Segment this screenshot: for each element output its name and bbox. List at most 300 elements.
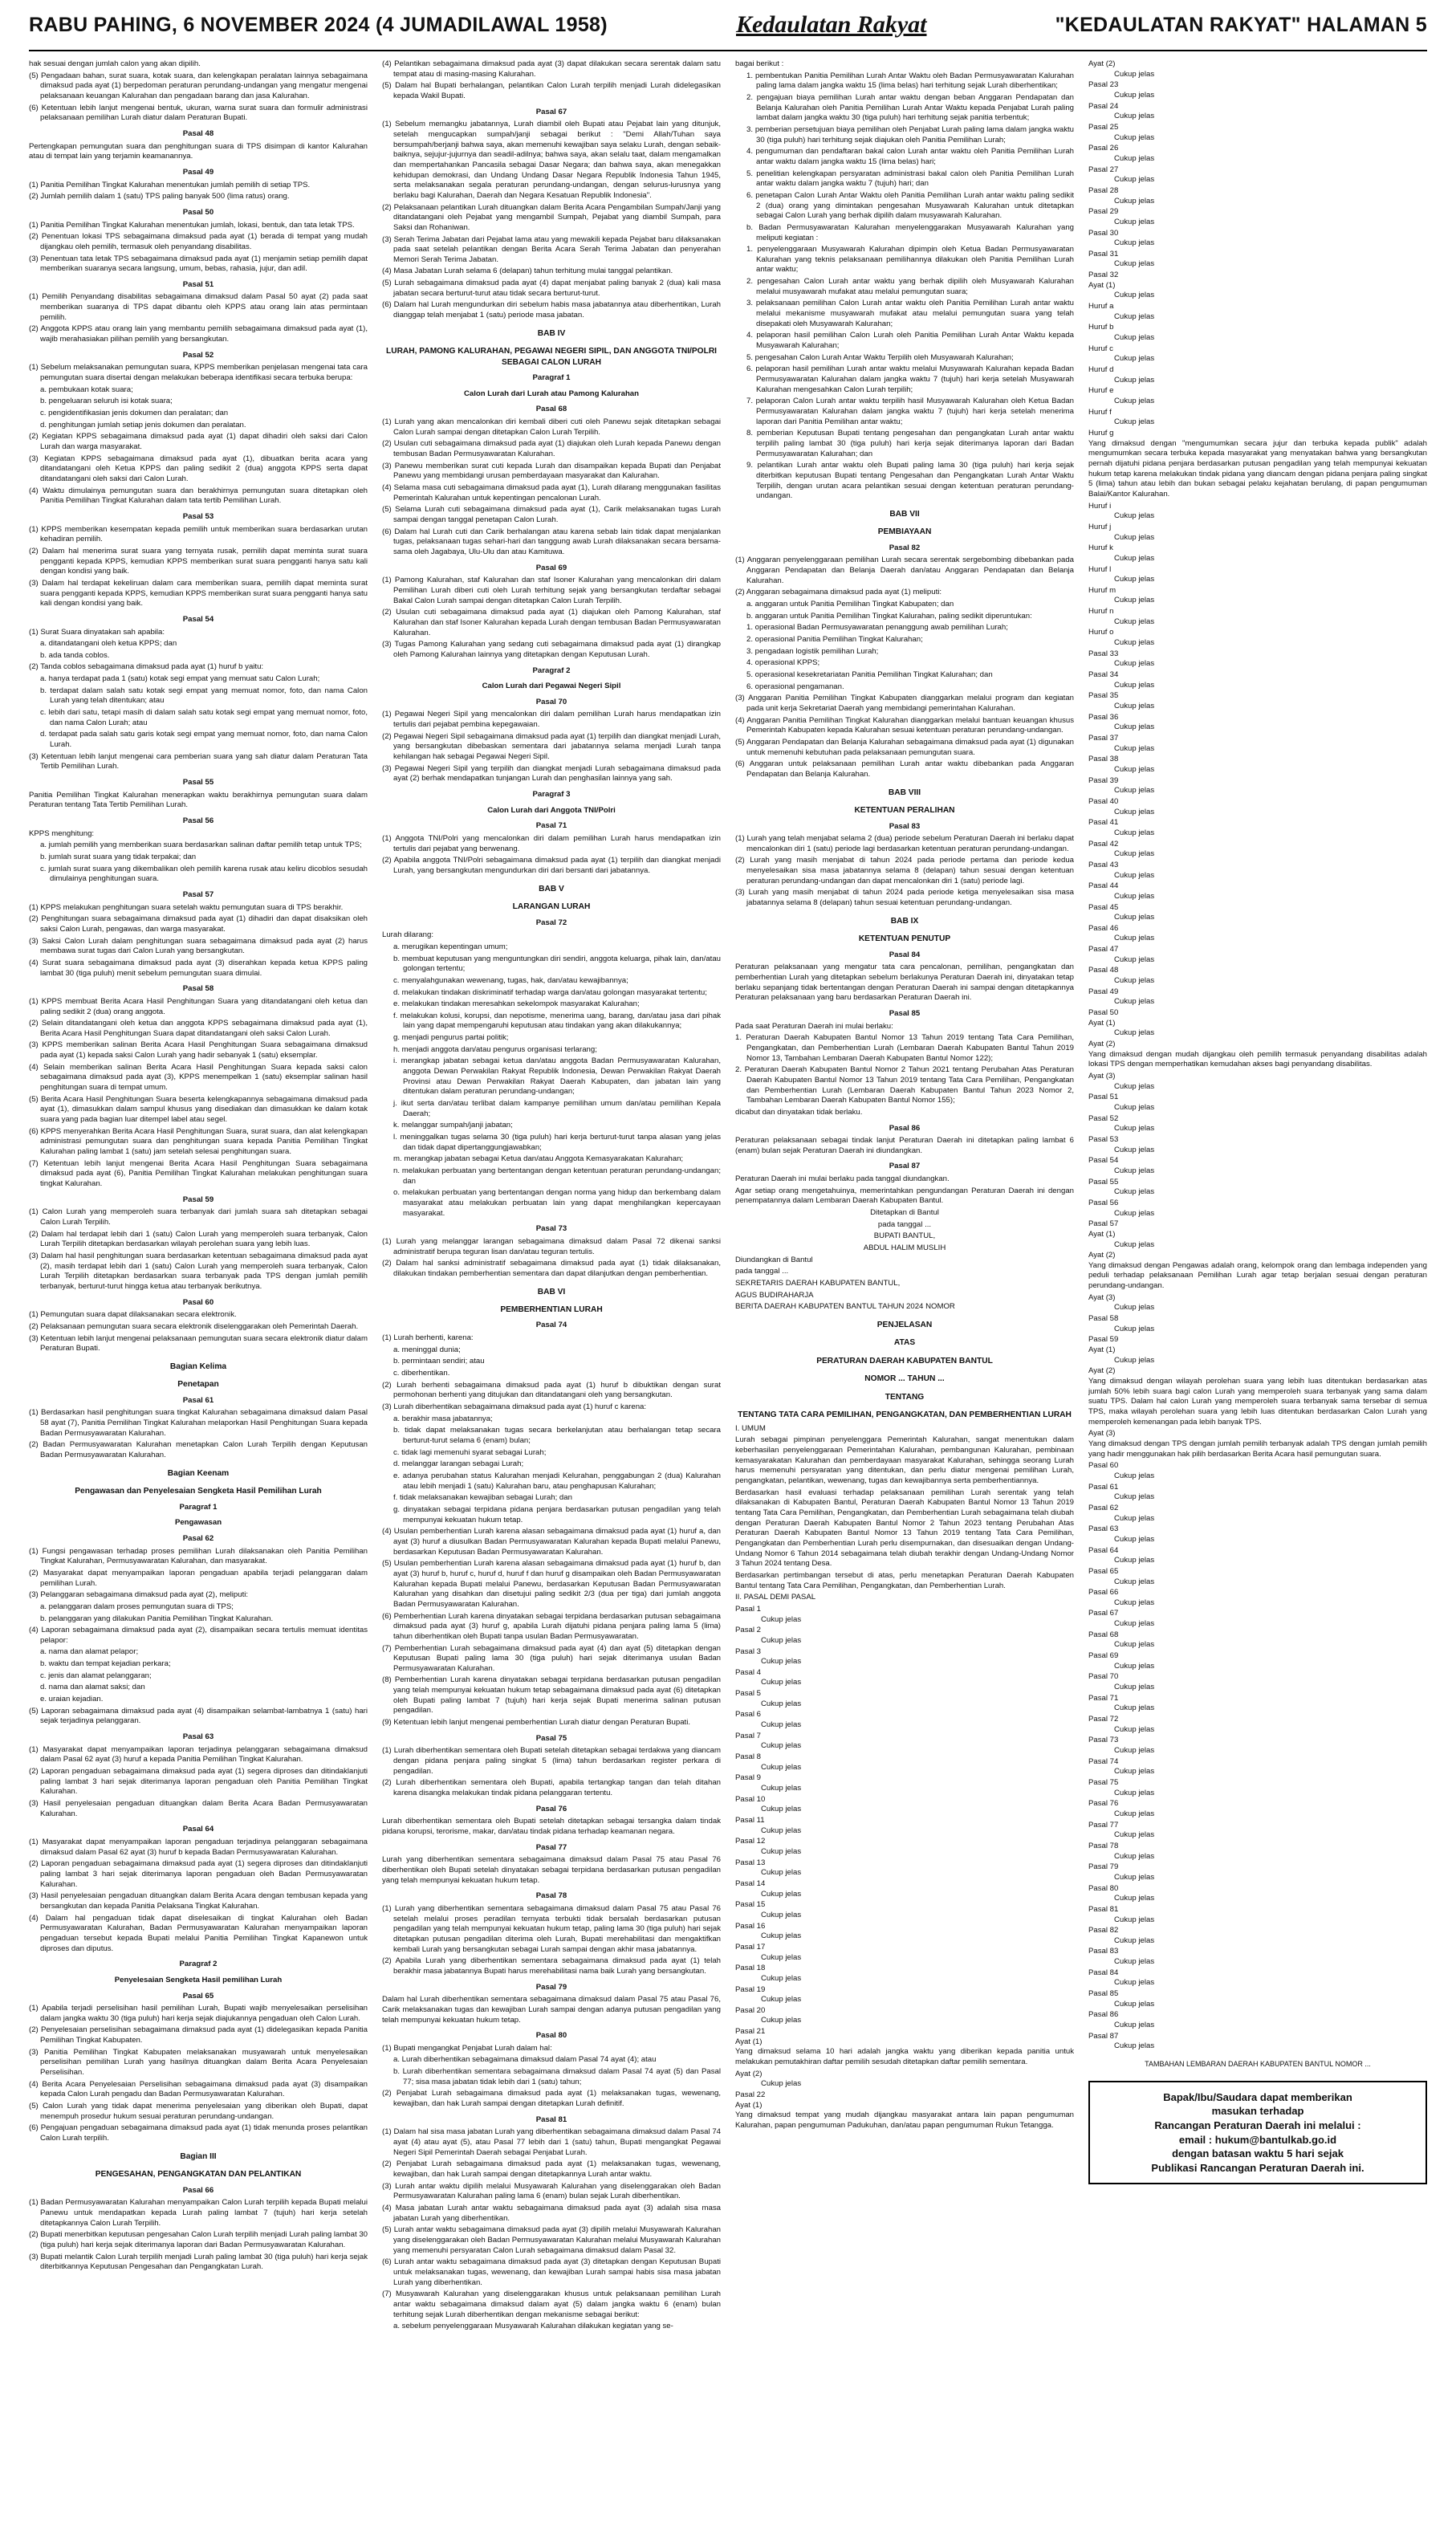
column4-ayat-136: Pasal 68 bbox=[1088, 1630, 1119, 1639]
column1-list-10: (2) Penentuan lokasi TPS sebagaimana dimaksud pada ayat (1) berada di tempat yang mudah dijangkau oleh pemilih, termasuk oleh penyandang disabilitas. bbox=[29, 232, 368, 251]
column1-list-77: (2) Masyarakat dapat menyampaikan laporan pengaduan apabila terjadi pelanggaran dalam pemilihan Lurah. bbox=[29, 1568, 368, 1588]
column1-list-100: (1) Apabila terjadi perselisihan hasil pemilihan Lurah, Bupati wajib menyelesaikan perselisihan dalam jangka waktu 30 (tiga puluh) hari kerja sejak diajukannya pengaduan oleh Calon Lurah. bbox=[29, 2004, 368, 2023]
column4-note-169: Cukup jelas bbox=[1114, 1978, 1155, 1988]
column3-note-87: Cukup jelas bbox=[761, 1741, 802, 1751]
column3-bab-66: NOMOR ... TAHUN ... bbox=[864, 1374, 945, 1384]
column3-ttd-56: BUPATI BANTUL, bbox=[873, 1231, 936, 1241]
column4-ayat-85: Pasal 50 bbox=[1088, 1008, 1119, 1018]
column3-text-72: Berdasarkan pertimbangan tersebut di atas, perlu menetapkan Peraturan Daerah Kabupaten Bantul tentang Tata Cara Pemilihan, Pengangkatan, dan Pemberhentian Lurah. bbox=[735, 1570, 1074, 1590]
column1-list-63: (1) Pemungutan suara dapat dilaksanakan secara elektronik. bbox=[29, 1310, 237, 1320]
column3-ayat-115: Ayat (1) bbox=[735, 2037, 763, 2046]
column2-pasal-12: Calon Lurah dari Lurah atau Pamong Kalurahan bbox=[463, 389, 640, 398]
column2-pasal-2: Pasal 67 bbox=[535, 107, 567, 116]
column3-ayat-92: Pasal 10 bbox=[735, 1794, 766, 1804]
column1-list-1: (5) Pengadaan bahan, surat suara, kotak suara, dan kelengkapan peralatan lainnya sebagaimana dimaksud pada ayat (1) berpedoman peraturan perundang-undangan yang mengatur mengenai pelaksanaan keuangan Kalurahan dan pengadaan barang dan jasa Kalurahan. bbox=[29, 71, 368, 100]
column4-ayat-69: Pasal 42 bbox=[1088, 839, 1119, 849]
masthead bbox=[29, 0, 1427, 51]
column2-sub-47: i. merangkap jabatan sebagai ketua dan/atau anggota Badan Permusyawaratan Kalurahan, anggota Dewan Perwakilan Rakyat Republik Indonesia, Dewan Perwakilan Rakyat Daerah Provinsi atau Dewan Perwakilan Rakyat Daerah Kabupaten, dan jabatan lain yang ditentukan dalam peraturan perundang-undangan; bbox=[393, 1056, 721, 1097]
column3-bab-63: PENJELASAN bbox=[876, 1321, 933, 1329]
column4-note-135: Cukup jelas bbox=[1114, 1619, 1155, 1629]
column1-list-104: (5) Calon Lurah yang tidak dapat menerima penyelesaian yang diberikan oleh Bupati, dapat menempuh prosedur hukum sesuai peraturan perundang-undangan. bbox=[29, 2102, 368, 2121]
column4-note-17: Cukup jelas bbox=[1114, 238, 1155, 248]
column2-sub-94: b. Lurah diberhentikan sementara sebagaimana dimaksud dalam Pasal 74 ayat (5) dan Pasal 77; sisa masa jabatan tidak lebih dari 1 (satu) tahun; bbox=[393, 2067, 721, 2086]
column4-ayat-109: Ayat (3) bbox=[1088, 1292, 1116, 1302]
column3-sub-4: 4. pengumuman dan pendaftaran bakal calon Lurah antar waktu oleh Panitia Pemilihan Lurah antar waktu dalam jangka waktu 15 (lima belas) hari; bbox=[746, 147, 1074, 166]
column2-sub-61: a. meninggal dunia; bbox=[393, 1345, 461, 1354]
column3-note-93: Cukup jelas bbox=[761, 1805, 802, 1814]
column4-ayat-105: Ayat (1) bbox=[1088, 1229, 1116, 1239]
column3-note-111: Cukup jelas bbox=[761, 1995, 802, 2005]
column3-bab-34: BAB VIII bbox=[888, 788, 921, 797]
column4-note-5: Cukup jelas bbox=[1114, 112, 1155, 121]
column3-bab-40: BAB IX bbox=[890, 916, 919, 926]
column2-list-100: (4) Masa jabatan Lurah antar waktu sebagaimana dimaksud pada ayat (3) adalah sisa masa jabatan Lurah yang diberhentikan. bbox=[382, 2204, 721, 2223]
column4-note-97: Cukup jelas bbox=[1114, 1145, 1155, 1154]
column4-ayat-23: Huruf a bbox=[1088, 302, 1114, 311]
column3-ayat-78: Pasal 3 bbox=[735, 1646, 761, 1656]
column4-note-125: Cukup jelas bbox=[1114, 1513, 1155, 1523]
column1-list-95: (3) Hasil penyelesaian pengaduan dituangkan dalam Berita Acara dengan tembusan kepada yang bersangkutan dan kepada Panitia Pelaksana Tingkat Kalurahan. bbox=[29, 1891, 368, 1911]
column3-note-81: Cukup jelas bbox=[761, 1678, 802, 1687]
column3-note-77: Cukup jelas bbox=[761, 1635, 802, 1645]
column4-note-34: Cukup jelas bbox=[1114, 417, 1155, 427]
column4-ayat-49: Huruf o bbox=[1088, 628, 1114, 637]
issue-date: RABU PAHING, 6 NOVEMBER 2024 (4 JUMADILAWAL 1958) bbox=[29, 13, 608, 36]
column2-sub-41: c. menyalahgunakan wewenang, tugas, hak, dan/atau kewajibannya; bbox=[393, 975, 628, 985]
column4-note-74: Cukup jelas bbox=[1114, 891, 1155, 901]
column4-ayat-81: Pasal 48 bbox=[1088, 966, 1119, 975]
column3-bab-35: KETENTUAN PERALIHAN bbox=[854, 806, 955, 816]
column2-sub-53: o. melakukan perbuatan yang bertentangan dengan norma yang hidup dan berkembang dalam masyarakat atau melakukan perbuatan lain yang dapat menghilangkan kepercayaan masyarakat. bbox=[393, 1188, 721, 1218]
column4-note-28: Cukup jelas bbox=[1114, 354, 1155, 364]
column4-ayat-6: Pasal 25 bbox=[1088, 122, 1119, 132]
column3-ayat-74: Pasal 1 bbox=[735, 1604, 761, 1614]
column4-ayat-162: Pasal 81 bbox=[1088, 1904, 1119, 1914]
column2-sub-40: b. membuat keputusan yang menguntungkan diri sendiri, anggota keluarga, pihak lain, dan/atau golongan tertentu; bbox=[393, 954, 721, 974]
column2-list-4: (2) Pelaksanaan pelantikan Lurah dituangkan dalam Berita Acara Pengambilan Sumpah/Janji yang ditandatangani oleh Pejabat yang mengambil Sumpah, Pejabat yang diambil Sumpah, para Saksi dan Rohaniwan. bbox=[382, 202, 721, 232]
column2-pasal-20: Pasal 69 bbox=[535, 563, 567, 572]
public-input-notice bbox=[1088, 2081, 1427, 2184]
column3-sub-10: 3. pelaksanaan pemilihan Calon Lurah antar waktu oleh Panitia Pemilihan Lurah antar waktu melalui mekanisme musyawarah mufakat atau melalui pemungutan suara yang telah disepakati oleh Musyawarah Kalurahan; bbox=[746, 299, 1074, 328]
column2-sub-50: l. meninggalkan tugas selama 30 (tiga puluh) hari kerja berturut-turut tanpa alasan yang jelas dan tidak dapat dipertanggungjawabkan; bbox=[393, 1133, 721, 1152]
column4-note-78: Cukup jelas bbox=[1114, 934, 1155, 943]
column3-sub-3: 3. pemberian persetujuan biaya pemilihan oleh Penjabat Lurah paling lama dalam jangka waktu 30 (tiga puluh) hari terhitung sejak diajukan oleh Panitia Pemilihan Lurah; bbox=[746, 124, 1074, 144]
column4-ayat-111: Pasal 58 bbox=[1088, 1314, 1119, 1324]
column3-text-48: dicabut dan dinyatakan tidak berlaku. bbox=[735, 1107, 863, 1117]
column2-list-55: (1) Lurah yang melanggar larangan sebagaimana dimaksud dalam Pasal 72 dikenai sanksi administratif berupa teguran lisan dan/atau teguran tertulis. bbox=[382, 1236, 721, 1256]
column1-list-81: (4) Laporan sebagaimana dimaksud pada ayat (2), disampaikan secara tertulis memuat identitas pelapor: bbox=[29, 1626, 368, 1645]
column3-sub-8: 1. penyelenggaraan Musyawarah Kalurahan dipimpin oleh Ketua Badan Permusyawaratan Kalurahan yang teknis pelaksanaan pemilihannya dilakukan oleh Panitia Pemilihan Lurah antar waktu; bbox=[746, 245, 1074, 275]
column3-ayat-120: Ayat (1) bbox=[735, 2100, 763, 2110]
column4-note-95: Cukup jelas bbox=[1114, 1124, 1155, 1134]
column4-ayat-168: Pasal 84 bbox=[1088, 1968, 1119, 1977]
column4-ayat-86: Ayat (1) bbox=[1088, 1018, 1116, 1028]
column3-ayat-119: Pasal 22 bbox=[735, 2090, 766, 2100]
column2-bab-58: PEMBERHENTIAN LURAH bbox=[500, 1305, 603, 1315]
column3-ayat-82: Pasal 5 bbox=[735, 1689, 761, 1699]
column4-ayat-21: Ayat (1) bbox=[1088, 280, 1116, 290]
column4-note-153: Cukup jelas bbox=[1114, 1809, 1155, 1818]
column1-sub-17: a. pembukaan kotak suara; bbox=[40, 385, 133, 394]
column1-pasal-58: Pasal 59 bbox=[182, 1195, 214, 1204]
column1-list-103: (4) Berita Acara Penyelesaian Perselisihan sebagaimana dimaksud pada ayat (3) disampaikan kepada Calon Lurah pengadu dan Badan Permusyawaratan Kalurahan. bbox=[29, 2079, 368, 2099]
column1-list-48: (3) Saksi Calon Lurah dalam penghitungan suara sebagaimana dimaksud pada ayat (2) harus membawa surat tugas dari Calon Lurah yang bersangkutan. bbox=[29, 936, 368, 956]
column1-list-61: (3) Dalam hal hasil penghitungan suara berdasarkan ketentuan sebagaimana dimaksud pada ayat (2), masih terdapat lebih dari 1 (satu) Calon Lurah yang memperoleh suara terbanyak, Calon Lurah Terpilih ditetapkan berdasarkan suara terbanyak pada TPS dengan jumlah pemilih terbanyak, berturut-turut hingga ketua atau terbanyak berikutnya. bbox=[29, 1251, 368, 1291]
column2-bab-57: BAB VI bbox=[537, 1287, 566, 1296]
column4-note-66: Cukup jelas bbox=[1114, 807, 1155, 816]
column1-list-91: (3) Hasil penyelesaian pengaduan dituangkan dalam Berita Acara Badan Permusyawaratan Kalurahan. bbox=[29, 1799, 368, 1818]
column2-list-5: (3) Serah Terima Jabatan dari Pejabat lama atau yang mewakili kepada Pejabat baru dilaksanakan pada saat setelah pelantikan dengan Berita Acara Serah Terima Jabatan dan penyerahan Memori Serah Terima Jabatan. bbox=[382, 234, 721, 264]
column4-ayat-77: Pasal 46 bbox=[1088, 923, 1119, 933]
column3-note-99: Cukup jelas bbox=[761, 1868, 802, 1878]
column1-sub-44: c. jumlah surat suara yang dikembalikan oleh pemilih karena rusak atau keliru dicoblos sesudah dimulainya penghitungan suara. bbox=[40, 864, 368, 884]
column1-list-27: (3) Dalam hal terdapat kekeliruan dalam cara memberikan suara, pemilih dapat meminta surat suara pengganti kepada KPPS, kemudian KPPS memberikan surat suara pengganti hanya satu kali dengan kondisi yang baik. bbox=[29, 578, 368, 609]
column1-list-21: (2) Kegiatan KPPS sebagaimana dimaksud pada ayat (1) dapat dihadiri oleh saksi dari Calon Lurah dan warga masyarakat. bbox=[29, 432, 368, 451]
column4-ayat-43: Huruf l bbox=[1088, 564, 1112, 574]
column1-sub-19: c. pengidentifikasian jenis dokumen dan peralatan; dan bbox=[40, 409, 229, 418]
column3-bab-67: TENTANG bbox=[885, 1392, 925, 1402]
column4-ayat-67: Pasal 41 bbox=[1088, 818, 1119, 828]
column4-ayat-174: Pasal 87 bbox=[1088, 2031, 1119, 2041]
column1-text-4: Pertengkapan pemungutan suara dan penghitungan suara di TPS disimpan di kantor Kalurahan atau di tempat lain yang terjamin keamanannya. bbox=[29, 141, 368, 161]
column3-note-107: Cukup jelas bbox=[761, 1952, 802, 1962]
column4-ayat-154: Pasal 77 bbox=[1088, 1820, 1119, 1830]
column4-note-54: Cukup jelas bbox=[1114, 680, 1155, 690]
column4-ayat-73: Pasal 44 bbox=[1088, 881, 1119, 891]
column4-text-36: Yang dimaksud dengan "mengumumkan secara jujur dan terbuka kepada publik" adalah mengumumkan secara terbuka kepada masyarakat yang menyatakan bahwa yang bersangkutan pernah dijatuhi pidana penjara berdasarkan putusan pengadilan yang telah mempunyai kekuatan hukum tetap karena melakukan tindak pidana yang diancam dengan pidana penjara paling singkat 5 (lima) tahun atau lebih dan bukan sebagai pelaku kejahatan berulang, di papan pengumuman Balai/Kantor Kalurahan. bbox=[1088, 438, 1427, 499]
column3-sub-11: 4. pelaporan hasil pemilihan Calon Lurah oleh Panitia Pemilihan Lurah Antar Waktu kepada Musyawarah Kalurahan; bbox=[746, 331, 1074, 351]
column4-note-149: Cukup jelas bbox=[1114, 1767, 1155, 1777]
column3-text-60: SEKRETARIS DAERAH KABUPATEN BANTUL, bbox=[735, 1279, 901, 1288]
column4-ayat-14: Pasal 29 bbox=[1088, 207, 1119, 217]
column4-note-157: Cukup jelas bbox=[1114, 1851, 1155, 1861]
column2-sub-48: j. ikut serta dan/atau terlibat dalam kampanye pemilihan umum dan/atau pemilihan Kepala Daerah; bbox=[393, 1099, 721, 1118]
column4-note-151: Cukup jelas bbox=[1114, 1788, 1155, 1797]
column3-note-103: Cukup jelas bbox=[761, 1910, 802, 1919]
column4-note-1: Cukup jelas bbox=[1114, 69, 1155, 79]
column4-note-99: Cukup jelas bbox=[1114, 1166, 1155, 1175]
column1-list-109: (1) Badan Permusyawaratan Kalurahan menyampaikan Calon Lurah terpilih kepada Bupati melalui Panewu untuk mendapatkan kepada Lurah paling lambat 7 (tujuh) hari kerja setelah ditetapkannya Calon Lurah Terpilih. bbox=[29, 2198, 368, 2228]
column1-list-7: (2) Jumlah pemilih dalam 1 (satu) TPS paling banyak 500 (lima ratus) orang. bbox=[29, 192, 290, 201]
column3-sub-12: 5. pengesahan Calon Lurah Antar Waktu Terpilih oleh Musyawarah Kalurahan; bbox=[746, 352, 1014, 362]
column2-list-17: (4) Selama masa cuti sebagaimana dimaksud pada ayat (1), Lurah dilarang menggunakan fasilitas Pemerintah Kalurahan untuk kepentingan pencalonan Lurah. bbox=[382, 483, 721, 503]
column3-ayat-94: Pasal 11 bbox=[735, 1816, 765, 1825]
page-label: "KEDAULATAN RAKYAT" HALAMAN 5 bbox=[1055, 13, 1427, 36]
column4-note-112: Cukup jelas bbox=[1114, 1324, 1155, 1333]
column2-sub-45: g. menjadi pengurus partai politik; bbox=[393, 1033, 509, 1043]
column4-ayat-75: Pasal 45 bbox=[1088, 902, 1119, 912]
column1-sub-31: b. ada tanda coblos. bbox=[40, 650, 110, 660]
column4-ayat-156: Pasal 78 bbox=[1088, 1841, 1119, 1850]
column4-ayat-16: Pasal 30 bbox=[1088, 228, 1119, 238]
column4-ayat-18: Pasal 31 bbox=[1088, 249, 1119, 258]
column4-ayat-71: Pasal 43 bbox=[1088, 860, 1119, 869]
column1-sub-42: a. jumlah pemilih yang memberikan suara berdasarkan salinan daftar pemilih tetap untuk TPS; bbox=[40, 841, 362, 850]
column4-ayat-100: Pasal 55 bbox=[1088, 1177, 1119, 1186]
column4-note-13: Cukup jelas bbox=[1114, 196, 1155, 206]
column4-ayat-29: Huruf d bbox=[1088, 365, 1114, 375]
column4-ayat-114: Ayat (1) bbox=[1088, 1345, 1116, 1355]
column3-sub-1: 1. pembentukan Panitia Pemilihan Lurah Antar Waktu oleh Badan Permusyawaratan Kalurahan paling lama dalam jangka waktu 15 (lima belas) hari terhitung sejak Lurah diberhentikan; bbox=[746, 71, 1074, 91]
column2-list-92: (1) Bupati mengangkat Penjabat Lurah dalam hal: bbox=[382, 2043, 552, 2053]
column4-ayat-57: Pasal 36 bbox=[1088, 712, 1119, 722]
column2-sub-62: b. permintaan sendiri; atau bbox=[393, 1357, 485, 1366]
column2-pasal-26: Pasal 70 bbox=[535, 697, 567, 706]
column1-bab-72: Pengawasan dan Penyelesaian Sengketa Hasil Pemilihan Lurah bbox=[75, 1487, 322, 1496]
column3-text-0: bagai berikut : bbox=[735, 59, 784, 68]
column-3 bbox=[735, 59, 1074, 2516]
column3-sub-23: b. anggaran untuk Panitia Pemilihan Tingkat Kalurahan, paling sedikit diperuntukan: bbox=[746, 611, 1032, 621]
column1-list-9: (1) Panitia Pemilihan Tingkat Kalurahan menentukan jumlah, lokasi, bentuk, dan tata letak TPS. bbox=[29, 220, 355, 230]
column1-sub-30: a. ditandatangani oleh ketua KPPS; dan bbox=[40, 639, 177, 649]
column2-list-78: (9) Ketentuan lebih lanjut mengenai pemberhentian Lurah diatur dengan Peraturan Bupati. bbox=[382, 1718, 691, 1728]
column2-list-8: (6) Dalam hal Lurah mengundurkan diri sebelum habis masa jabatannya atau diberhentikan, Lurah dianggap telah menjabat 1 (satu) periode masa jabatan. bbox=[382, 300, 721, 320]
column1-list-60: (2) Dalam hal terdapat lebih dari 1 (satu) Calon Lurah yang memperoleh suara terbanyak, Calon Lurah Terpilih ditetapkan berdasarkan wilayah perolehan suara yang lebih luas. bbox=[29, 1229, 368, 1249]
column3-ayat-110: Pasal 19 bbox=[735, 1984, 766, 1994]
column3-sub-14: 7. pelaporan Calon Lurah antar waktu terpilih hasil Musyawarah Kalurahan oleh Ketua Badan Permusyawaratan Kalurahan dalam jangka waktu 7 (tujuh) hari kerja setelah menerima laporan dari Panitia Pemilihan antar waktu; bbox=[746, 397, 1074, 426]
column2-list-77: (8) Pemberhentian Lurah karena dinyatakan sebagai terpidana berdasarkan putusan pengadilan yang telah mempunyai kekuatan hukum tetap sebagaimana dimaksud pada ayat (6) ditetapkan oleh Bupati paling lambat 7 (tujuh) hari kerja sejak Bupati menerima salinan putusan pengadilan. bbox=[382, 1675, 721, 1716]
column2-sub-39: a. merugikan kepentingan umum; bbox=[393, 942, 508, 951]
column4-note-22: Cukup jelas bbox=[1114, 291, 1155, 300]
column3-pasal-44: Pasal 85 bbox=[889, 1008, 921, 1018]
column1-list-53: (3) KPPS memberikan salinan Berita Acara Hasil Penghitungan Suara sebagaimana dimaksud pada ayat (1) kepada saksi Calon Lurah yang hadir sebanyak 1 (satu) eksemplar. bbox=[29, 1040, 368, 1060]
column3-text-71: Berdasarkan hasil evaluasi terhadap pelaksanaan pemilihan Lurah serentak yang telah dilaksanakan di Kabupaten Bantul, Peraturan Daerah Kabupaten Bantul Nomor 13 Tahun 2019 tentang Tata Cara Pemilihan, Pengangkatan, dan Pemberhentian Lurah sebagaimana telah diubah dengan Peraturan Daerah Kabupaten Bantul Nomor 2 Tahun 2023 tentang Perubahan Atas Peraturan Daerah Kabupaten Bantul Nomor 13 Tahun 2019 tentang Tata Cara Pemilihan, Pengangkatan dan Pemberhentian Lurah perlu disempurnakan, dan disesuaikan dengan Undang-Undang Nomor 6 Tahun 2014 sebagaimana telah diubah terakhir dengan Undang-Undang Nomor 3 Tahun 2024 tentang Desa. bbox=[735, 1488, 1074, 1569]
column4-note-161: Cukup jelas bbox=[1114, 1894, 1155, 1903]
column1-sub-86: e. uraian kejadian. bbox=[40, 1695, 104, 1704]
column3-bab-41: KETENTUAN PENUTUP bbox=[858, 934, 951, 944]
column2-list-15: (2) Usulan cuti sebagaimana dimaksud pada ayat (1) diajukan oleh Lurah kepada Panewu dengan tembusan Badan Permusyawaratan Kalurahan. bbox=[382, 439, 721, 459]
column1-list-56: (6) KPPS menyerahkan Berita Acara Hasil Penghitungan Suara, surat suara, dan alat kelengkapan administrasi pemungutan suara dan penghitungan suara kepada Panitia Pemilihan Tingkat Kalurahan paling lambat 1 (satu) jam setelah selesai penghitungan suara. bbox=[29, 1126, 368, 1157]
column4-ayat-148: Pasal 74 bbox=[1088, 1756, 1119, 1766]
column4-note-72: Cukup jelas bbox=[1114, 870, 1155, 880]
column2-list-81: (2) Lurah diberhentikan sementara oleh Bupati, apabila tertangkap tangan dan telah ditahan karena disangka melakukan tindak pidana pelanggaran tertentu. bbox=[382, 1778, 721, 1798]
column2-sub-70: e. adanya perubahan status Kalurahan menjadi Kelurahan, penggabungan 2 (dua) Kalurahan atau lebih menjadi 1 (satu) Kalurahan baru, atau penghapusan Kalurahan; bbox=[393, 1471, 721, 1491]
column1-list-64: (2) Pelaksanaan pemungutan suara secara elektronik diselenggarakan oleh Pemerintah Daerah. bbox=[29, 1321, 359, 1331]
column1-list-14: (2) Anggota KPPS atau orang lain yang membantu pemilih sebagaimana dimaksud pada ayat (1), wajib merahasiakan pilihan pemilih yang bersangkutan. bbox=[29, 324, 368, 344]
column1-list-25: (1) KPPS memberikan kesempatan kepada pemilih untuk memberikan suara berdasarkan urutan kehadiran pemilih. bbox=[29, 524, 368, 544]
column1-pasal-108: Pasal 66 bbox=[182, 2185, 214, 2195]
column1-list-29: (1) Surat Suara dinyatakan sah apabila: bbox=[29, 627, 165, 637]
column4-note-84: Cukup jelas bbox=[1114, 997, 1155, 1007]
column4-ayat-47: Huruf n bbox=[1088, 607, 1114, 617]
column2-sub-42: d. melakukan tindakan diskriminatif terhadap warga dan/atau golongan masyarakat tertentu; bbox=[393, 987, 707, 997]
column4-note-143: Cukup jelas bbox=[1114, 1703, 1155, 1713]
column2-list-34: (2) Apabila anggota TNI/Polri sebagaimana dimaksud pada ayat (1) terpilih dan diangkat menjadi Lurah, yang bersangkutan mengundurkan diri dari bersanti dari jabatannya. bbox=[382, 856, 721, 876]
column1-list-94: (2) Laporan pengaduan sebagaimana dimaksud pada ayat (1) segera diproses dan ditindaklanjuti paling lambat 3 hari sejak diterimanya laporan pengaduan oleh Badan Permusyawaratan Kalurahan. bbox=[29, 1859, 368, 1889]
column4-ayat-102: Pasal 56 bbox=[1088, 1198, 1119, 1207]
column4-ayat-164: Pasal 82 bbox=[1088, 1926, 1119, 1935]
column3-ayat-108: Pasal 18 bbox=[735, 1964, 766, 1973]
column4-ayat-107: Ayat (2) bbox=[1088, 1251, 1116, 1260]
column2-list-14: (1) Lurah yang akan mencalonkan diri kembali diberi cuti oleh Panewu sejak ditetapkan sebagai Calon Lurah sampai dengan ditetapkan Calon Lurah Terpilih. bbox=[382, 417, 721, 437]
column1-pasal-88: Pasal 63 bbox=[182, 1732, 214, 1742]
column1-list-89: (1) Masyarakat dapat menyampaikan laporan terjadinya pelanggaran sebagaimana dimaksud dalam Pasal 62 ayat (3) huruf a kepada Panitia Pemilihan Tingkat Kalurahan. bbox=[29, 1744, 368, 1764]
column3-ttd-54: Ditetapkan di Bantul bbox=[870, 1208, 939, 1218]
column2-list-74: (5) Usulan pemberhentian Lurah karena alasan sebagaimana dimaksud pada ayat (1) huruf b, dan ayat (3) huruf b, huruf c, huruf d, huruf f dan huruf g disampaikan oleh Badan Permusyawaratan Kalurahan kepada Bupati melalui Panewu, berdasarkan Keputusan Badan Permusyawaratan Kalurahan yang disahkan dan disetujui paling sedikit 2/3 (dua per tiga) dari jumlah anggota Badan Permusyawaratan Kalurahan. bbox=[382, 1559, 721, 1609]
column3-sub-29: 6. operasional pengamanan. bbox=[746, 682, 844, 691]
column2-sub-68: c. tidak lagi memenuhi syarat sebagai Lurah; bbox=[393, 1447, 547, 1457]
column4-note-62: Cukup jelas bbox=[1114, 764, 1155, 774]
column4-note-103: Cukup jelas bbox=[1114, 1208, 1155, 1218]
column4-ayat-132: Pasal 66 bbox=[1088, 1588, 1119, 1598]
column4-note-3: Cukup jelas bbox=[1114, 90, 1155, 100]
column4-ayat-146: Pasal 73 bbox=[1088, 1736, 1119, 1745]
column3-sub-9: 2. pengesahan Calon Lurah antar waktu yang berhak dipilih oleh Musyawarah Kalurahan melalui musyawarah mufakat atau melalui pemungutan suara; bbox=[746, 277, 1074, 296]
column4-note-87: Cukup jelas bbox=[1114, 1028, 1155, 1038]
column1-list-51: (1) KPPS membuat Berita Acara Hasil Penghitungan Suara yang ditandatangani oleh ketua dan paling sedikit 2 (dua) orang anggota. bbox=[29, 996, 368, 1016]
column4-note-110: Cukup jelas bbox=[1114, 1303, 1155, 1313]
column4-ayat-0: Ayat (2) bbox=[1088, 59, 1116, 68]
column1-list-111: (3) Bupati melantik Calon Lurah terpilih menjadi Lurah paling lambat 30 (tiga puluh) hari kerja sejak diterbitkannya Keputusan Pengesahan dan Pengangkatan Lurah. bbox=[29, 2252, 368, 2272]
column-4-body bbox=[1088, 59, 1427, 2052]
column4-ayat-140: Pasal 70 bbox=[1088, 1672, 1119, 1682]
column1-pasal-40: Pasal 56 bbox=[182, 816, 214, 825]
column1-pasal-3: Pasal 48 bbox=[182, 128, 214, 138]
column3-text-50: Peraturan pelaksanaan sebagai tindak lanjut Peraturan Daerah ini ditetapkan paling lambat 6 (enam) bulan sejak Peraturan Daerah ini diundangkan. bbox=[735, 1136, 1074, 1155]
column3-note-85: Cukup jelas bbox=[761, 1720, 802, 1730]
column1-sub-36: d. terdapat pada salah satu garis kotak segi empat yang memuat nomor, foto, dan nama Calon Lurah. bbox=[40, 730, 368, 750]
column3-list-38: (2) Lurah yang masih menjabat di tahun 2024 pada periode pertama dan periode kedua menyelesaikan sisa masa jabatannya selama 8 (delapan) tahun sesuai dengan ketentuan peraturan perundang-undangan dan dapat mencalonkan diri 1 (satu) periode lagi. bbox=[735, 856, 1074, 885]
column3-sub-6: 6. penetapan Calon Lurah Antar Waktu oleh Panitia Pemilihan Lurah antar waktu paling sedikit 2 (dua) orang yang dimintakan pengesahan Musyawarah Kalurahan untuk ditetapkan sebagai Calon Lurah yang berhak dipilih dalam musyawarah Kalurahan. bbox=[746, 190, 1074, 221]
column3-sub-7: b. Badan Permusyawaratan Kalurahan menyelenggarakan Musyawarah Kalurahan yang meliputi kegiatan : bbox=[746, 222, 1074, 242]
column1-list-2: (6) Ketentuan lebih lanjut mengenai bentuk, ukuran, warna surat suara dan formulir administrasi pelaksanaan pemilihan Lurah diatur dalam Peraturan Bupati. bbox=[29, 103, 368, 123]
column4-ayat-63: Pasal 39 bbox=[1088, 775, 1119, 785]
column3-note-109: Cukup jelas bbox=[761, 1973, 802, 1983]
column1-sub-84: c. jenis dan alamat pelanggaran; bbox=[40, 1671, 152, 1680]
column1-sub-20: d. penghitungan jumlah setiap jenis dokumen dan peralatan. bbox=[40, 420, 246, 429]
column2-list-21: (1) Pamong Kalurahan, staf Kalurahan dan staf Isoner Kalurahan yang mencalonkan diri dalam Pemilihan Lurah diberi cuti oleh Lurah terhitung sejak yang bersangkutan terdaftar sebagai Bakal Calon Lurah sampai dengan ditetapkan Calon Lurah Terpilih. bbox=[382, 576, 721, 605]
column3-pasal-36: Pasal 83 bbox=[889, 821, 921, 831]
column1-sub-18: b. pengeluaran seluruh isi kotak suara; bbox=[40, 397, 173, 406]
column3-ayat-100: Pasal 14 bbox=[735, 1878, 766, 1888]
column2-list-99: (3) Lurah antar waktu dipilih melalui Musyawarah Kalurahan yang diselenggarakan oleh Badan Permusyawaratan Kalurahan paling lama 6 (enam) bulan sejak Lurah diberhentikan. bbox=[382, 2181, 721, 2201]
column3-note-97: Cukup jelas bbox=[761, 1846, 802, 1856]
column4-ayat-94: Pasal 52 bbox=[1088, 1113, 1119, 1123]
column3-bab-68: TENTANG TATA CARA PEMILIHAN, PENGANGKATAN, DAN PEMBERHENTIAN LURAH bbox=[738, 1410, 1072, 1420]
column2-list-102: (6) Lurah antar waktu sebagaimana dimaksud pada ayat (3) ditetapkan dengan Keputusan Bupati untuk melaksanakan tugas, wewenang, dan kewajiban Lurah sampai habis sisa masa jabatan Lurah yang diberhentikan. bbox=[382, 2257, 721, 2287]
column3-text-121: Yang dimaksud tempat yang mudah dijangkau masyarakat antara lain papan pengumuman Kalurahan, papan pengumuman Padukuhan, dan/atau papan pengumuman Rukun Tetangga. bbox=[735, 2110, 1074, 2131]
column3-sub-26: 3. pengadaan logistik pemilihan Lurah; bbox=[746, 646, 879, 656]
column1-list-93: (1) Masyarakat dapat menyampaikan laporan pengaduan terjadinya pelanggaran sebagaimana dimaksud dalam Pasal 62 ayat (3) huruf b kepada Badan Permusyawaratan Kalurahan. bbox=[29, 1837, 368, 1857]
column4-note-70: Cukup jelas bbox=[1114, 849, 1155, 859]
column1-sub-83: b. waktu dan tempat kejadian perkara; bbox=[40, 1659, 171, 1669]
column2-list-7: (5) Lurah sebagaimana dimaksud pada ayat (4) dapat menjabat paling banyak 2 (dua) kali masa jabatan secara berturut-turut atau tidak secara berturut-turut. bbox=[382, 279, 721, 298]
column3-ayat-84: Pasal 6 bbox=[735, 1710, 761, 1720]
column1-pasal-8: Pasal 50 bbox=[182, 207, 214, 217]
column2-sub-93: a. Lurah diberhentikan sebagaimana dimaksud dalam Pasal 74 ayat (4); atau bbox=[393, 2055, 657, 2065]
column2-list-101: (5) Lurah antar waktu sebagaimana dimaksud pada ayat (3) dipilih melalui Musyawarah Kalurahan yang diselenggarakan oleh Badan Permusyawaratan Kalurahan melalui Musyawarah Kalurahan yang memenuhi persyaratan Calon Lurah sebagaimana dimaksud dalam Pasal 32. bbox=[382, 2225, 721, 2255]
column3-text-70: Lurah sebagai pimpinan penyelenggara Pemerintah Kalurahan, sangat menentukan dalam keberhasilan penyelenggaraan Pemerintahan Kalurahan, pembangunan Kalurahan, pembinaan kemasyarakatan Kalurahan dan pemberdayaan masyarakat Kalurahan, sehingga seorang Lurah harus memenuhi persyaratan yang ditentukan, dan perlu diatur mengenai pemilihan Lurah, pengangkatan, pelantikan, wewenang, tugas dan kewajibannya serta pemberhentiannya. bbox=[735, 1435, 1074, 1485]
column2-pasal-31: Calon Lurah dari Anggota TNI/Polri bbox=[487, 805, 616, 815]
column2-pasal-37: Pasal 72 bbox=[535, 918, 567, 927]
column4-ayat-59: Pasal 37 bbox=[1088, 734, 1119, 743]
column1-pasal-73: Paragraf 1 bbox=[179, 1502, 218, 1512]
column4-note-30: Cukup jelas bbox=[1114, 375, 1155, 385]
column1-list-102: (3) Panitia Pemilihan Tingkat Kabupaten melaksanakan musyawarah untuk menyelesaikan perselisihan pemilihan Lurah yang hasilnya dituangkan dalam Berita Acara Penyelesaian Perselisihan. bbox=[29, 2047, 368, 2078]
column3-list-30: (3) Anggaran Panitia Pemilihan Tingkat Kabupaten dianggarkan melalui program dan kegiatan pada unit kerja Sekretariat Daerah yang membidangi pemerintahan Kalurahan. bbox=[735, 694, 1074, 713]
column2-pasal-89: Pasal 79 bbox=[535, 1982, 567, 1992]
column3-pasal-42: Pasal 84 bbox=[889, 950, 921, 959]
column4-note-101: Cukup jelas bbox=[1114, 1187, 1155, 1197]
column4-note-82: Cukup jelas bbox=[1114, 976, 1155, 986]
column3-sub-16: 9. pelantikan Lurah antar waktu oleh Bupati paling lama 30 (tiga puluh) hari kerja sejak diterbitkan keputusan Bupati tentang Pengesahan dan Pengangkatan Lurah Antar Waktu Terpilih, dengan urutan acara pelantikan sesuai dengan ketentuan peraturan perundang-undangan. bbox=[746, 461, 1074, 501]
column1-pasal-15: Pasal 52 bbox=[182, 350, 214, 360]
column2-list-1: (5) Dalam hal Bupati berhalangan, pelantikan Calon Lurah terpilih menjadi Lurah didelegasikan kepada Wakil Bupati. bbox=[382, 81, 721, 100]
column4-ayat-83: Pasal 49 bbox=[1088, 987, 1119, 996]
column3-note-95: Cukup jelas bbox=[761, 1826, 802, 1835]
column2-list-76: (7) Pemberhentian Lurah sebagaimana dimaksud pada ayat (4) dan ayat (5) ditetapkan dengan Keputusan Bupati paling lama 30 (tiga puluh) hari sejak diterimanya usulan Badan Permusyawaratan Kalurahan. bbox=[382, 1643, 721, 1673]
column2-pasal-25: Calon Lurah dari Pegawai Negeri Sipil bbox=[482, 682, 621, 691]
column1-sub-33: a. hanya terdapat pada 1 (satu) kotak segi empat yang memuat satu Calon Lurah; bbox=[40, 674, 320, 684]
column3-list-39: (3) Lurah yang masih menjabat di tahun 2024 pada periode ketiga menyelesaikan sisa masa jabatannya selama 8 (delapan) tahun sesuai ketentuan perundang-undangan. bbox=[735, 888, 1074, 908]
column4-note-48: Cukup jelas bbox=[1114, 617, 1155, 626]
column1-list-69: (1) Berdasarkan hasil penghitungan suara tingkat Kalurahan sebagaimana dimaksud dalam Pasal 58 ayat (7), Panitia Pemilihan Tingkat Kalurahan melaporkan Hasil Penghitungan Suara kepada Badan Permusyawaratan Kalurahan. bbox=[29, 1408, 368, 1438]
column3-note-91: Cukup jelas bbox=[761, 1784, 802, 1793]
column1-list-46: (1) KPPS melakukan penghitungan suara setelah waktu pemungutan suara di TPS berakhir. bbox=[29, 902, 344, 912]
column4-note-91: Cukup jelas bbox=[1114, 1081, 1155, 1091]
column4-text-89: Yang dimaksud dengan mudah dijangkau oleh pemilih termasuk penyandang disabilitas adalah lokasi TPS dengan memperhatikan kemudahan akses bagi penyandang disabilitas. bbox=[1088, 1049, 1427, 1069]
column1-pasal-12: Pasal 51 bbox=[182, 279, 214, 289]
column1-list-37: (3) Ketentuan lebih lanjut mengenai cara pemberian suara yang sah diatur dalam Peraturan Tata Tertib Pemilihan Lurah. bbox=[29, 751, 368, 771]
column2-pasal-59: Pasal 74 bbox=[535, 1321, 567, 1330]
column2-sub-104: a. sebelum penyelenggaraan Musyawarah Kalurahan dilakukan kegiatan yang se- bbox=[393, 2322, 673, 2331]
column1-list-90: (2) Laporan pengaduan sebagaimana dimaksud pada ayat (1) segera diproses dan ditindaklanjuti paling lambat 3 hari sejak diterimanya laporan pengaduan oleh Panitia Pemilihan Tingkat Kalurahan. bbox=[29, 1767, 368, 1797]
column4-ayat-79: Pasal 47 bbox=[1088, 945, 1119, 954]
column2-bab-35: BAB V bbox=[539, 884, 564, 893]
column4-note-64: Cukup jelas bbox=[1114, 786, 1155, 796]
column3-note-89: Cukup jelas bbox=[761, 1762, 802, 1772]
column4-note-155: Cukup jelas bbox=[1114, 1830, 1155, 1840]
column4-note-93: Cukup jelas bbox=[1114, 1102, 1155, 1112]
column4-ayat-92: Pasal 51 bbox=[1088, 1093, 1119, 1102]
column4-ayat-65: Pasal 40 bbox=[1088, 796, 1119, 806]
notice-email: email : hukum@bantulkab.go.id bbox=[1178, 2133, 1337, 2146]
column4-note-159: Cukup jelas bbox=[1114, 1872, 1155, 1882]
column4-note-173: Cukup jelas bbox=[1114, 2021, 1155, 2030]
column4-ayat-170: Pasal 85 bbox=[1088, 1989, 1119, 1999]
column1-text-41: KPPS menghitung: bbox=[29, 828, 95, 838]
column1-list-23: (4) Waktu dimulainya pemungutan suara dan berakhirnya pemungutan suara ditetapkan oleh Panitia Pemilihan Tingkat Kalurahan dalam tata tertib Pemilihan Lurah. bbox=[29, 486, 368, 506]
footer-tag: TAMBAHAN LEMBARAN DAERAH KABUPATEN BANTUL NOMOR ... bbox=[1145, 2060, 1371, 2069]
column4-ayat-51: Pasal 33 bbox=[1088, 649, 1119, 658]
column1-sub-35: c. lebih dari satu, tetapi masih di dalam salah satu kotak segi empat yang memuat nomor, foto, dan nama Calon Lurah; atau bbox=[40, 708, 368, 727]
column1-list-49: (4) Surat suara sebagaimana dimaksud pada ayat (3) diserahkan kepada ketua KPPS paling lambat 30 (tiga puluh) menit sebelum pemungutan suara dimulai. bbox=[29, 958, 368, 978]
column2-pasal-24: Paragraf 2 bbox=[532, 665, 571, 675]
column1-list-110: (2) Bupati menerbitkan keputusan pengesahan Calon Lurah terpilih menjadi Lurah paling lambat 30 (tiga puluh) hari kerja sejak diterimanya laporan dari Badan Permusyawaratan Kalurahan. bbox=[29, 2230, 368, 2249]
column1-list-6: (1) Panitia Pemilihan Tingkat Kalurahan menentukan jumlah pemilih di setiap TPS. bbox=[29, 180, 311, 189]
column4-ayat-120: Pasal 60 bbox=[1088, 1461, 1119, 1471]
column4-ayat-124: Pasal 62 bbox=[1088, 1503, 1119, 1512]
column3-text-43: Peraturan pelaksanaan yang mengatur tata cara pencalonan, pemilihan, pengangkatan dan pemberhentian Lurah yang ditetapkan sebelum berlakunya Peraturan Daerah ini, dinyatakan tetap berlaku sepanjang tidak bertentangan dengan Peraturan Daerah ini sampai dengan ditetapkannya Peraturan pelaksanaan yang baru berdasarkan Peraturan Daerah ini. bbox=[735, 963, 1074, 1003]
column3-ayat-80: Pasal 4 bbox=[735, 1667, 761, 1677]
column4-ayat-150: Pasal 75 bbox=[1088, 1777, 1119, 1787]
column2-sub-52: n. melakukan perbuatan yang bertentangan dengan ketentuan peraturan perundang-undangan; dan bbox=[393, 1166, 721, 1186]
column1-list-47: (2) Penghitungan suara sebagaimana dimaksud pada ayat (1) dihadiri dan dapat disaksikan oleh saksi Calon Lurah, pengawas, dan warga masyarakat. bbox=[29, 914, 368, 934]
column1-sub-80: b. pelanggaran yang dilakukan Panitia Pemilihan Tingkat Kalurahan. bbox=[40, 1614, 274, 1623]
column3-text-45: Pada saat Peraturan Daerah ini mulai berlaku: bbox=[735, 1021, 893, 1031]
column4-note-26: Cukup jelas bbox=[1114, 333, 1155, 343]
column2-sub-67: b. tidak dapat melaksanakan tugas secara berkelanjutan atau berhalangan tetap secara berturut-turut selama 6 (enam) bulan; bbox=[393, 1426, 721, 1446]
column3-note-79: Cukup jelas bbox=[761, 1657, 802, 1667]
column4-note-141: Cukup jelas bbox=[1114, 1683, 1155, 1692]
column4-note-60: Cukup jelas bbox=[1114, 743, 1155, 753]
column3-note-101: Cukup jelas bbox=[761, 1889, 802, 1899]
notice-line-2: masukan terhadap bbox=[1211, 2105, 1304, 2118]
column1-list-65: (3) Ketentuan lebih lanjut mengenai pelaksanaan pemungutan suara secara elektronik diatur dalam Peraturan Bupati. bbox=[29, 1333, 368, 1353]
column2-pasal-54: Pasal 73 bbox=[535, 1224, 567, 1234]
column4-note-9: Cukup jelas bbox=[1114, 153, 1155, 163]
column4-note-171: Cukup jelas bbox=[1114, 1999, 1155, 2009]
